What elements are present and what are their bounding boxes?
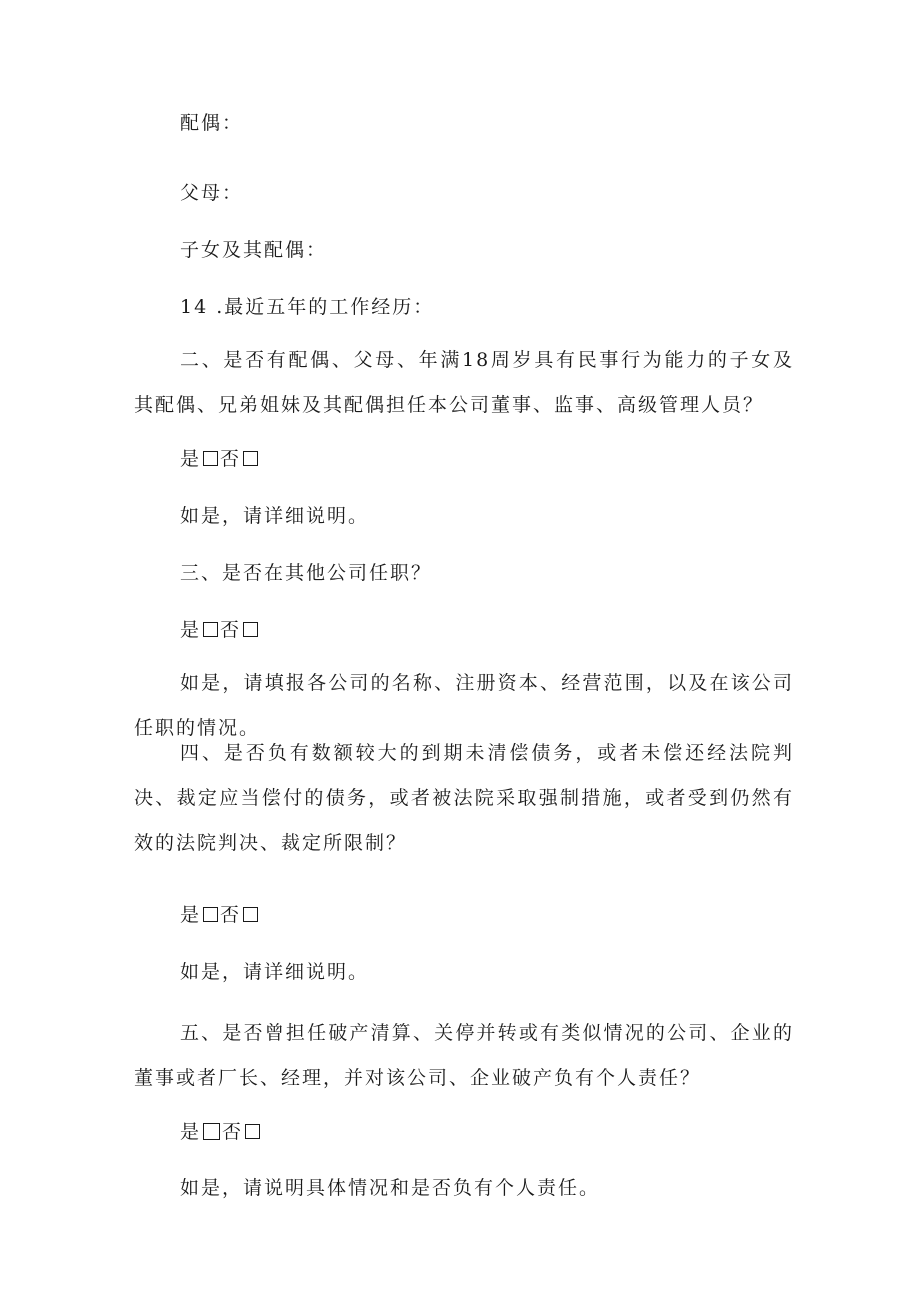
q4-options <box>180 902 260 928</box>
q5-yes-checkbox[interactable] <box>203 1123 220 1140</box>
q3-options <box>180 617 260 643</box>
q2-no-checkbox[interactable] <box>243 451 258 466</box>
q5-no-checkbox[interactable] <box>245 1124 260 1139</box>
q2-yes-checkbox[interactable] <box>203 451 218 466</box>
children-label: 子女及其配偶： <box>180 239 328 261</box>
q2-no-label: 否 <box>220 448 242 470</box>
question-4: 四、是否负有数额较大的到期未清偿债务，或者未偿还经法院判决、裁定应当偿付的债务，或者被法院采取强制措施，或者受到仍然有效的法院判决、裁定所限制？ <box>134 742 794 854</box>
q5-yes-label: 是 <box>180 1121 202 1143</box>
q4-yes-checkbox[interactable] <box>203 907 218 922</box>
q2-note: 如是，请详细说明。 <box>180 505 370 527</box>
q2-options <box>180 446 260 472</box>
q5-note: 如是，请说明具体情况和是否负有个人责任。 <box>180 1177 601 1199</box>
q3-note: 如是，请填报各公司的名称、注册资本、经营范围，以及在该公司任职的情况。 <box>134 672 794 739</box>
q4-yes-label: 是 <box>180 904 202 926</box>
q4-no-checkbox[interactable] <box>243 907 258 922</box>
parents-label: 父母： <box>180 182 244 204</box>
q4-no-label: 否 <box>220 904 242 926</box>
question-5: 五、是否曾担任破产清算、关停并转或有类似情况的公司、企业的董事或者厂长、经理，并对该公司、企业破产负有个人责任？ <box>134 1022 794 1089</box>
q3-yes-label: 是 <box>180 619 202 641</box>
question-2: 二、是否有配偶、父母、年满18周岁具有民事行为能力的子女及其配偶、兄弟姐妹及其配偶担任本公司董事、监事、高级管理人员？ <box>134 349 794 416</box>
q3-yes-checkbox[interactable] <box>203 622 218 637</box>
spouse-label: 配偶： <box>180 112 244 134</box>
q3-no-label: 否 <box>220 619 242 641</box>
q5-options <box>180 1119 262 1145</box>
work-history-label: 14 .最近五年的工作经历： <box>180 296 435 318</box>
q5-no-label: 否 <box>222 1121 244 1143</box>
question-3: 三、是否在其他公司任职？ <box>180 562 433 584</box>
q3-no-checkbox[interactable] <box>243 622 258 637</box>
q4-note: 如是，请详细说明。 <box>180 961 370 983</box>
q2-yes-label: 是 <box>180 448 202 470</box>
